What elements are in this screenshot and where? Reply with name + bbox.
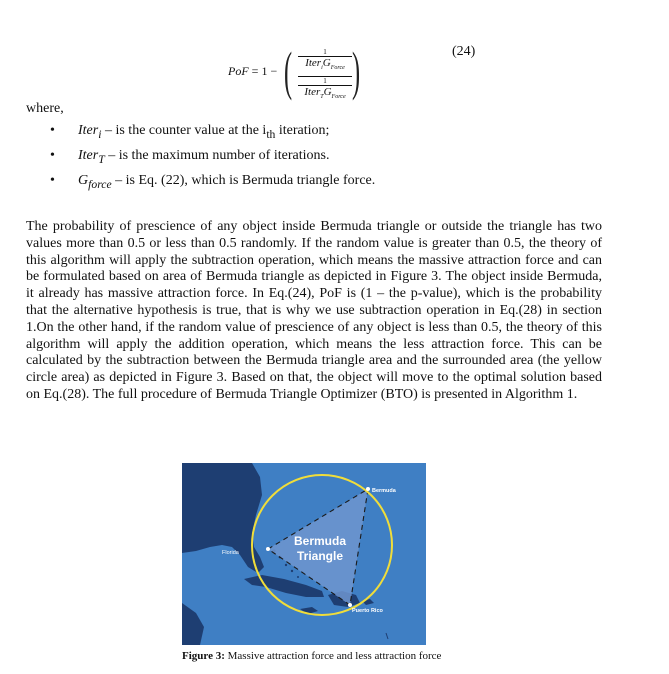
bermuda-triangle-figure bbox=[182, 463, 426, 645]
left-paren: ( bbox=[284, 41, 293, 101]
equation-lhs: PoF = 1 − bbox=[228, 64, 278, 78]
numerator: $Iter_iG_{Force}$ bbox=[305, 57, 345, 72]
triangle-title-line2: Triangle bbox=[296, 549, 344, 563]
fraction: 1 $Iter_iG_{Force}$ 1 $Iter_TG_{Force}$ bbox=[296, 48, 354, 103]
triangle-title-line1: Bermuda bbox=[293, 534, 347, 548]
where-label: where, bbox=[26, 101, 64, 116]
figure-caption: Figure 3: Massive attraction force and less attraction force bbox=[182, 650, 442, 662]
right-paren: ) bbox=[352, 41, 361, 101]
florida-label: Florida bbox=[222, 550, 239, 556]
bermuda-map bbox=[182, 463, 426, 645]
list-item: • $G_{force}$ – is Eq. (22), which is Bermuda triangle force. bbox=[50, 168, 375, 193]
puerto-rico-label: Puerto Rico bbox=[352, 608, 383, 614]
list-item: • Iter$_T$ – is the maximum number of iterations. bbox=[50, 143, 375, 168]
equation-24 bbox=[228, 41, 368, 104]
bermuda-label: Bermuda bbox=[372, 488, 396, 494]
denominator: $Iter_TG_{Force}$ bbox=[304, 86, 346, 101]
florida-dot bbox=[266, 547, 270, 551]
puerto-rico-dot bbox=[348, 603, 352, 607]
body-paragraph: The probability of prescience of any object inside Bermuda triangle or outside the triangle has two values more than 0.5 or less than 0.5 randomly. If the random value is greater than 0.5, the theory of this algorithm will apply the subtraction operation, which means the massive attraction force and can be formulated based on area of Bermuda triangle as depicted in Figure 3. The object inside Bermuda, it already has massive attraction force. In Eq.(24), PoF is (1 – the p-value), which is the probability that the alternative hypothesis is true, that is why we use subtraction operation in Eq.(28) in section 1.On the other hand, if the random value of prescience of any object is less than 0.5, the theory of this algorithm will apply the addition operation, which means the less attraction force. This can be calculated by the subtraction between the Bermuda triangle area and the surrounded area (the yellow circle area) as depicted in Figure 3. Based on that, the object will move to the optimal solution based on Eq.(28). The full procedure of Bermuda Triangle Optimizer (BTO) is presented in Algorithm 1. bbox=[26, 219, 602, 402]
definition-list bbox=[50, 118, 375, 193]
bermuda-dot bbox=[366, 487, 370, 491]
list-item: • Iter$_i$ – is the counter value at the $i_{th}$ iteration; bbox=[50, 118, 375, 143]
equation-number: (24) bbox=[452, 44, 476, 59]
